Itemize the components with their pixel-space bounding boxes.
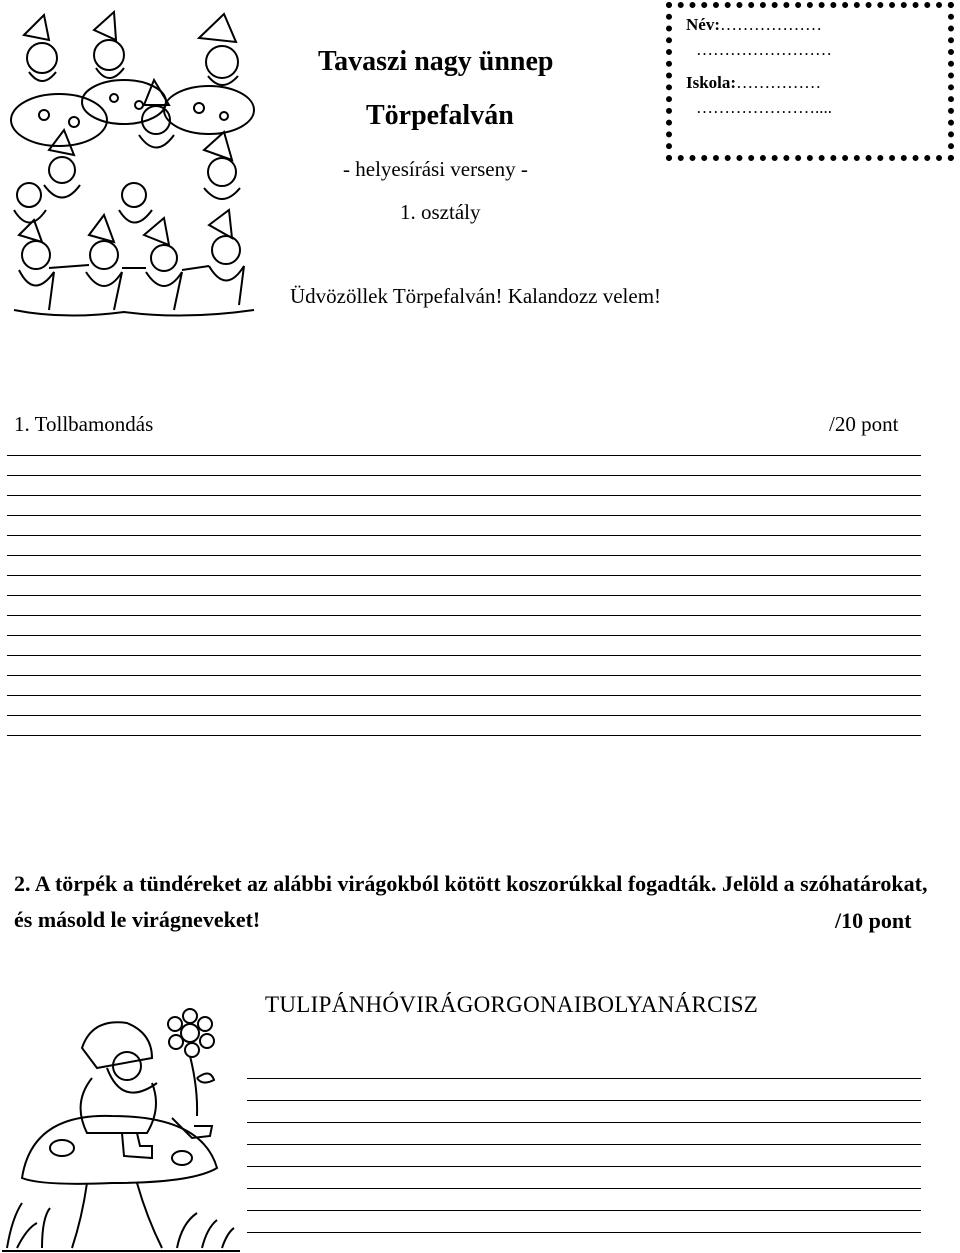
writing-line[interactable] <box>7 475 921 476</box>
writing-line[interactable] <box>7 495 921 496</box>
copy-line[interactable] <box>247 1232 921 1233</box>
copy-line[interactable] <box>247 1210 921 1211</box>
writing-line[interactable] <box>7 675 921 676</box>
writing-line[interactable] <box>7 715 921 716</box>
flower-word-string: TULIPÁNHÓVIRÁGORGONAIBOLYANÁRCISZ <box>265 992 759 1017</box>
writing-line[interactable] <box>7 695 921 696</box>
dwarf-mushroom-illustration <box>2 1008 242 1253</box>
task2-instruction: 2. A törpék a tündéreket az alábbi virágokból kötött koszorúkkal fogadták. Jelöld a szóhatárokat, és másold le virágneveket! <box>14 871 928 932</box>
grade-label: 1. osztály <box>400 200 481 224</box>
copy-line[interactable] <box>247 1078 921 1079</box>
writing-line[interactable] <box>7 615 921 616</box>
title-line-1: Tavaszi nagy ünnep <box>318 46 554 77</box>
task2-points: /10 pont <box>829 908 911 934</box>
welcome-text: Üdvözöllek Törpefalván! Kalandozz velem! <box>290 284 662 308</box>
school-label: Iskola: <box>686 73 737 92</box>
writing-line[interactable] <box>7 455 921 456</box>
copy-line[interactable] <box>247 1188 921 1189</box>
writing-line[interactable] <box>7 515 921 516</box>
dwarves-illustration <box>4 10 264 322</box>
writing-line[interactable] <box>7 595 921 596</box>
subtitle: - helyesírási verseny - <box>343 157 528 181</box>
name-dots-1: ……………… <box>719 15 822 34</box>
writing-line[interactable] <box>7 635 921 636</box>
copy-line[interactable] <box>247 1122 921 1123</box>
school-row[interactable] <box>686 70 934 95</box>
copy-line[interactable] <box>247 1166 921 1167</box>
writing-line[interactable] <box>7 575 921 576</box>
school-dots-1: …………… <box>736 73 822 92</box>
writing-line[interactable] <box>7 655 921 656</box>
writing-line[interactable] <box>7 535 921 536</box>
copy-line[interactable] <box>247 1100 921 1101</box>
name-dots-row[interactable] <box>686 37 934 62</box>
task1-title: 1. Tollbamondás <box>14 412 154 436</box>
writing-line[interactable] <box>7 735 921 736</box>
school-dots-2: ………………….... <box>696 98 832 117</box>
task1-points: /20 pont <box>829 412 899 436</box>
title-line-2: Törpefalván <box>366 100 514 131</box>
name-label: Név: <box>686 15 720 34</box>
name-row[interactable] <box>686 12 934 37</box>
writing-line[interactable] <box>7 555 921 556</box>
name-school-box <box>666 2 954 161</box>
school-dots-row[interactable] <box>686 95 934 120</box>
name-dots-2: …………………… <box>696 40 832 59</box>
copy-line[interactable] <box>247 1144 921 1145</box>
